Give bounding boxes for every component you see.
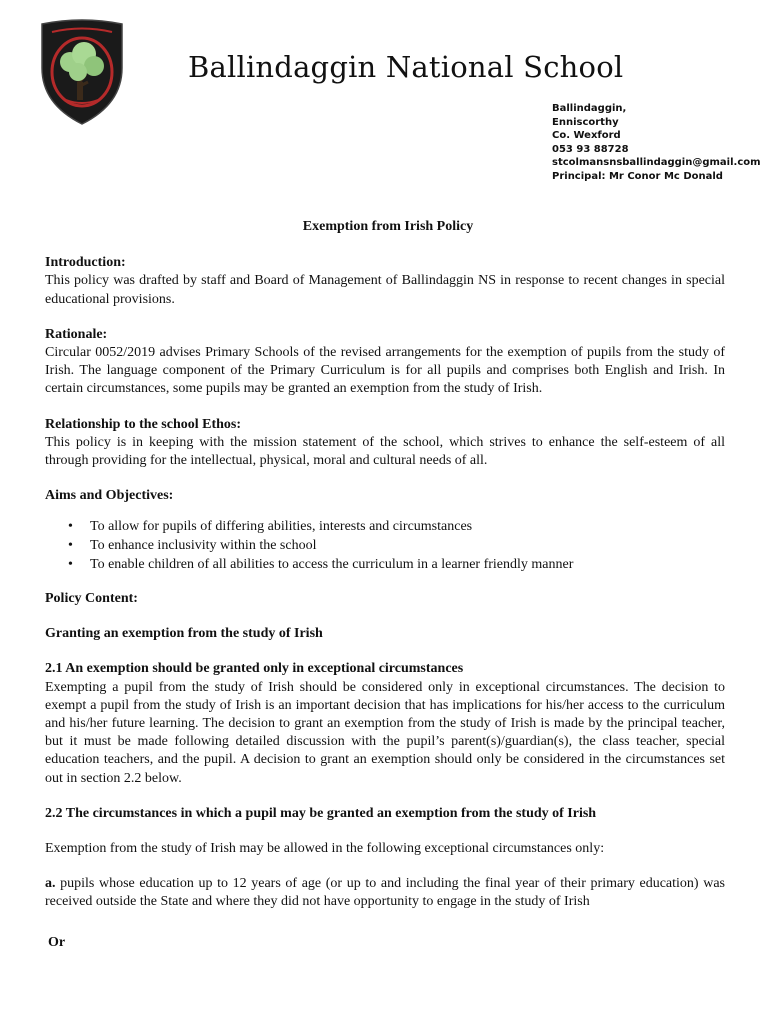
item-a-text: pupils whose education up to 12 years of age (or up to and including the final year of their primary education) was received outside the State and where they did not have opportunity to engage in the study of Irish: [45, 876, 725, 910]
introduction-text: This policy was drafted by staff and Board of Management of Ballindaggin NS in response to recent changes in special educational provisions.: [45, 273, 725, 307]
ethos-text: This policy is in keeping with the mission statement of the school, which strives to enhance the self-esteem of all through providing for the intellectual, physical, moral and cultural needs of all.: [45, 434, 725, 469]
item-a-label: a.: [45, 876, 56, 892]
school-crest-icon: [34, 16, 130, 128]
email-address: stcolmansnsballindaggin@gmail.com: [552, 157, 761, 169]
section-2-1-heading: 2.1 An exemption should be granted only in exceptional circumstances: [45, 661, 464, 677]
document-title: Exemption from Irish Policy: [302, 219, 474, 234]
school-name: Ballindaggin National School: [188, 50, 624, 84]
list-item: • To allow for pupils of differing abilities, interests and circumstances: [90, 518, 725, 536]
aims-section: [45, 487, 725, 574]
list-item: • To enable children of all abilities to access the curriculum in a learner friendly manner: [90, 556, 725, 574]
section-2-2-item-a: [45, 875, 725, 911]
section-2-2-intro: Exemption from the study of Irish may be allowed in the following exceptional circumstances only:: [45, 841, 605, 857]
policy-content-heading: Policy Content:: [45, 591, 138, 607]
aims-heading: Aims and Objectives:: [45, 488, 174, 504]
principal-name: Principal: Mr Conor Mc Donald: [552, 170, 723, 182]
ethos-section: [45, 416, 725, 471]
rationale-heading: Rationale:: [45, 326, 108, 342]
introduction-heading: Introduction:: [45, 255, 126, 271]
or-label: Or: [48, 934, 66, 950]
address-line: Enniscorthy: [552, 116, 619, 128]
phone-number: 053 93 88728: [552, 143, 629, 155]
rationale-section: [45, 326, 725, 399]
rationale-text: Circular 0052/2019 advises Primary Schools of the revised arrangements for the exemption of pupils from the study of Irish. The language component of the Primary Curriculum is for all pupils and comprises both English and Irish. In certain circumstances, some pupils may be granted an exemption from the study of Irish.: [45, 345, 725, 397]
section-2-1-text: Exempting a pupil from the study of Irish should be considered only in exceptional circumstances. The decision to exempt a pupil from the study of Irish is an important decision that has implications for his/her access to the curriculum and his/her future learning. The decision to grant an exemption from the study of Irish is made by the principal teacher, but it must be made following detailed discussion with the pupil’s parent(s)/guardian(s), the class teacher, special education teachers, and the pupil. A decision to grant an exemption should only be considered in the circumstances set out in section 2.2 below.: [45, 679, 725, 786]
school-contact-block: [552, 102, 761, 184]
granting-heading: Granting an exemption from the study of Irish: [45, 626, 323, 642]
section-2-1: [45, 660, 725, 787]
introduction-section: [45, 254, 725, 309]
address-line: Ballindaggin,: [552, 103, 627, 114]
section-2-2-heading: 2.2 The circumstances in which a pupil may be granted an exemption from the study of Irish: [45, 805, 597, 821]
section-2-2: [45, 805, 725, 952]
ethos-heading: Relationship to the school Ethos:: [45, 416, 242, 432]
aims-list: [45, 518, 725, 574]
policy-document: [45, 218, 725, 952]
list-item: • To enhance inclusivity within the school: [90, 537, 725, 555]
address-line: Co. Wexford: [552, 130, 621, 142]
